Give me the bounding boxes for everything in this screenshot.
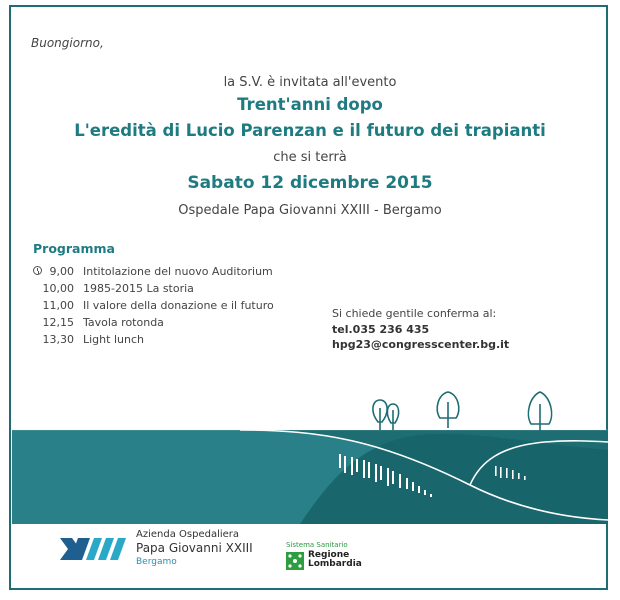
program-text: 1985-2015 La storia — [83, 282, 194, 295]
program-list — [33, 263, 274, 348]
program-time: 13,30 — [42, 333, 74, 346]
hills-illustration — [0, 380, 620, 530]
program-time: 10,00 — [42, 282, 74, 295]
confirmation-email[interactable]: hpg23@congresscenter.bg.it — [332, 338, 510, 351]
hospital-name-line2: Papa Giovanni XXIII — [136, 541, 253, 555]
confirmation-phone[interactable]: tel.035 236 435 — [332, 322, 430, 336]
regione-lombardia-logo — [286, 541, 362, 569]
program-time: 11,00 — [42, 299, 74, 312]
program-item — [33, 314, 274, 331]
program-item — [33, 280, 274, 297]
program-item — [33, 263, 274, 280]
program-text: Light lunch — [83, 333, 144, 346]
regione-label: Regione — [308, 550, 350, 560]
program-time: 9,00 — [49, 265, 74, 278]
hospital-name-line1: Azienda Ospedaliera — [136, 529, 240, 540]
event-title-line2: L'eredità di Lucio Parenzan e il futuro dei trapianti — [74, 121, 546, 140]
rosa-camuna-icon — [286, 552, 304, 570]
clock-icon — [33, 266, 42, 275]
hospital-city: Bergamo — [136, 557, 177, 567]
event-title-line1: Trent'anni dopo — [237, 95, 383, 114]
program-time: 12,15 — [42, 316, 74, 329]
event-place: Ospedale Papa Giovanni XXIII - Bergamo — [178, 203, 442, 218]
program-item — [33, 297, 274, 314]
invite-text: la S.V. è invitata all'evento — [223, 75, 397, 90]
greeting: Buongiorno, — [31, 36, 104, 50]
confirmation-text: Si chiede gentile conferma al: — [332, 307, 497, 320]
event-date: Sabato 12 dicembre 2015 — [187, 173, 433, 193]
program-text: Intitolazione del nuovo Auditorium — [83, 265, 273, 278]
program-text: Il valore della donazione e il futuro — [83, 299, 274, 312]
program-text: Tavola rotonda — [83, 316, 164, 329]
lombardia-label: Lombardia — [308, 559, 362, 569]
sistema-sanitario-label: Sistema Sanitario — [286, 541, 348, 549]
program-title: Programma — [33, 241, 115, 256]
xxiii-logo-icon — [56, 538, 128, 560]
will-be-held-text: che si terrà — [273, 150, 347, 165]
program-item — [33, 331, 274, 348]
confirmation-block — [332, 306, 509, 353]
